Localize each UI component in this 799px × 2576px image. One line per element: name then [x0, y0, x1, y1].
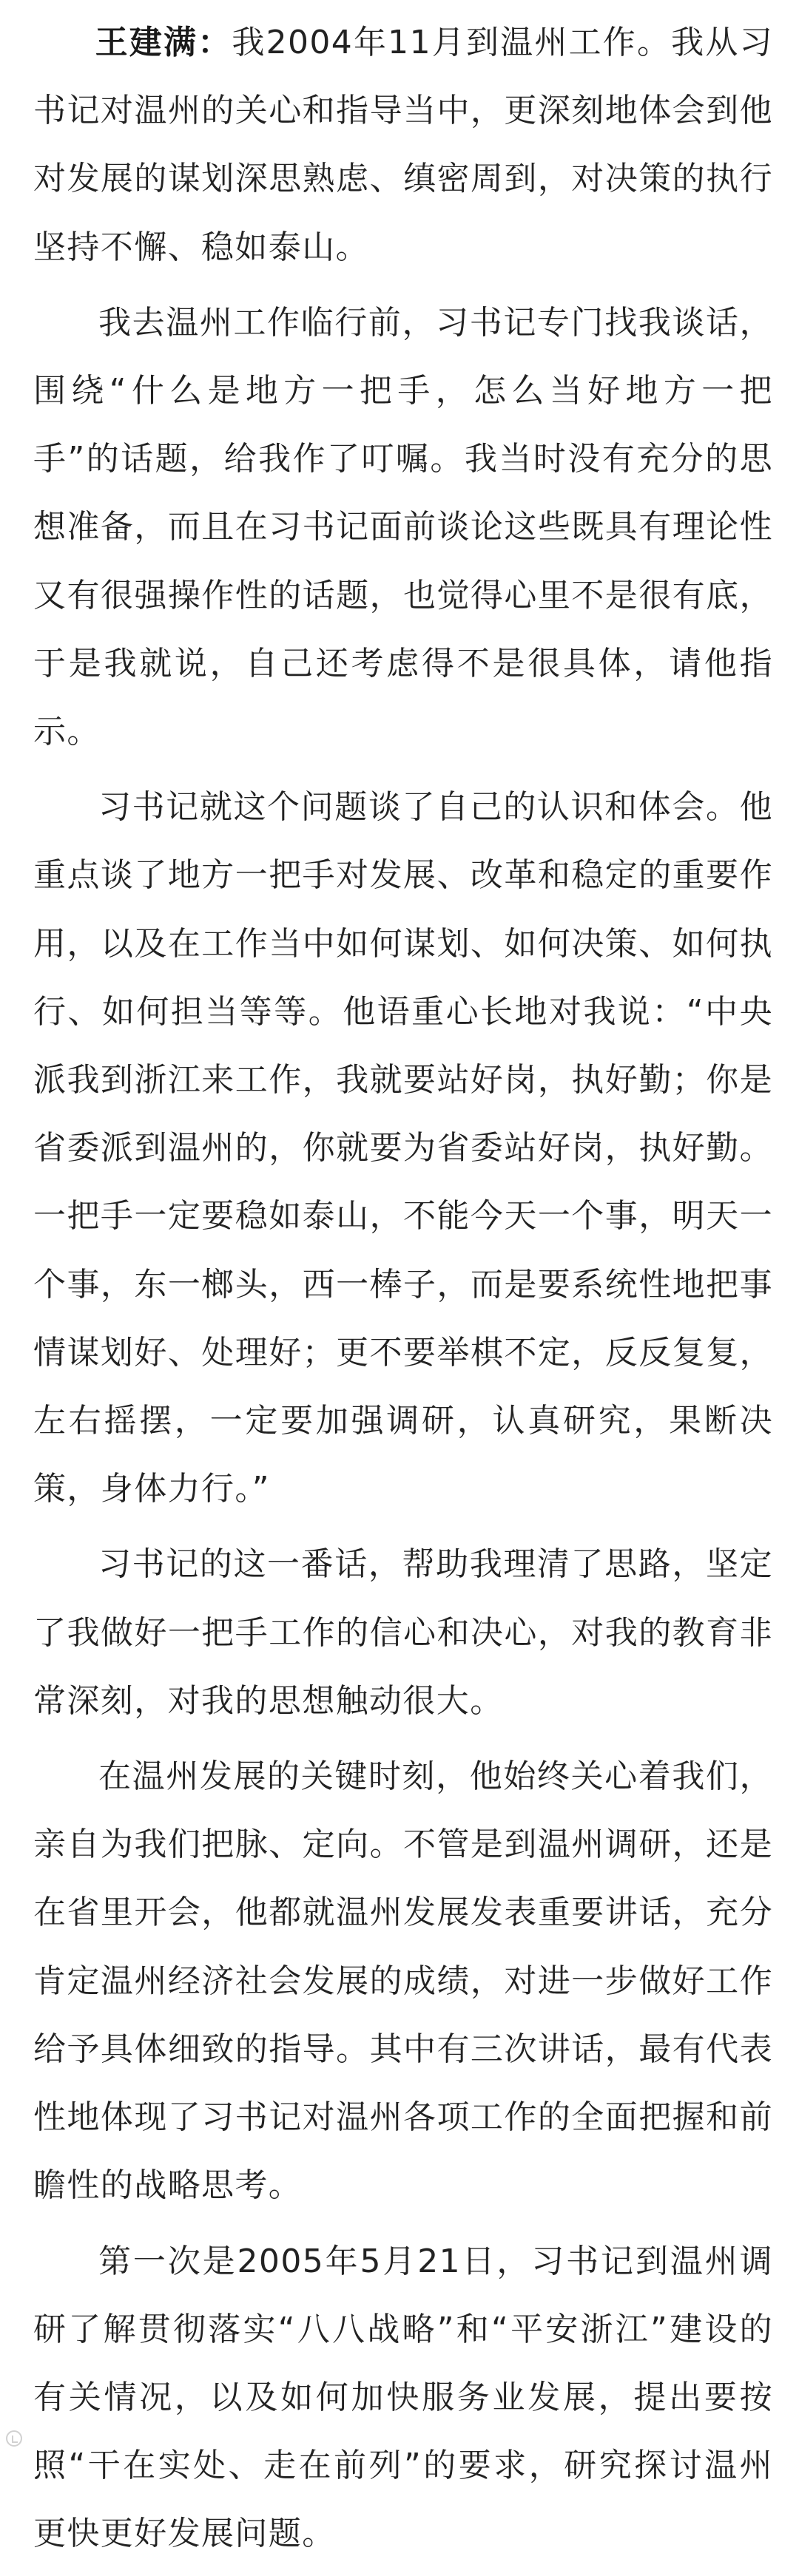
paragraph-2: 我去温州工作临行前，习书记专门找我谈话，围绕“什么是地方一把手，怎么当好地方一把手”的话题，给我作了叮嘱。我当时没有充分的思想准备，而且在习书记面前谈论这些既具有理论性又有很强操作性的话题，也觉得心里不是很有底，于是我就说，自己还考虑得不是很具体，请他指示。 — [33, 303, 773, 751]
article-body — [33, 9, 773, 2576]
paragraph-5: 在温州发展的关键时刻，他始终关心着我们，亲自为我们把脉、定向。不管是到温州调研，还是在省里开会，他都就温州发展发表重要讲话，充分肯定温州经济社会发展的成绩，对进一步做好工作给予具体细致的指导。其中有三次讲话，最有代表性地体现了习书记对温州各项工作的全面把握和前瞻性的战略思考。 — [33, 1758, 773, 2205]
paragraph-6: 第一次是2005年5月21日，习书记到温州调研了解贯彻落实“八八战略”和“平安浙江”建设的有关情况，以及如何加快服务业发展，提出要按照“干在实处、走在前列”的要求，研究探讨温州更快更好发展问题。 — [33, 2242, 773, 2553]
paragraph-1-text: 我2004年11月到温州工作。我从习书记对温州的关心和指导当中，更深刻地体会到他对发展的谋划深思熟虑、缜密周到，对决策的执行坚持不懈、稳如泰山。 — [33, 24, 773, 266]
speaker-name: 王建满： — [95, 24, 232, 61]
paragraph-4: 习书记的这一番话，帮助我理清了思路，坚定了我做好一把手工作的信心和决心，对我的教育非常深刻，对我的思想触动很大。 — [33, 1545, 773, 1720]
logo-mark-icon — [6, 2430, 22, 2447]
paragraph-3: 习书记就这个问题谈了自己的认识和体会。他重点谈了地方一把手对发展、改革和稳定的重要作用，以及在工作当中如何谋划、如何决策、如何执行、如何担当等等。他语重心长地对我说：“中央派我到浙江来工作，我就要站好岗，执好勤；你是省委派到温州的，你就要为省委站好岗，执好勤。一把手一定要稳如泰山，不能今天一个事，明天一个事，东一榔头，西一棒子，而是要系统性地把事情谋划好、处理好；更不要举棋不定，反反复复，左右摇摆，一定要加强调研，认真研究，果断决策，身体力行。” — [33, 788, 773, 1508]
watermark — [6, 2430, 22, 2447]
paragraph-1 — [33, 9, 773, 282]
